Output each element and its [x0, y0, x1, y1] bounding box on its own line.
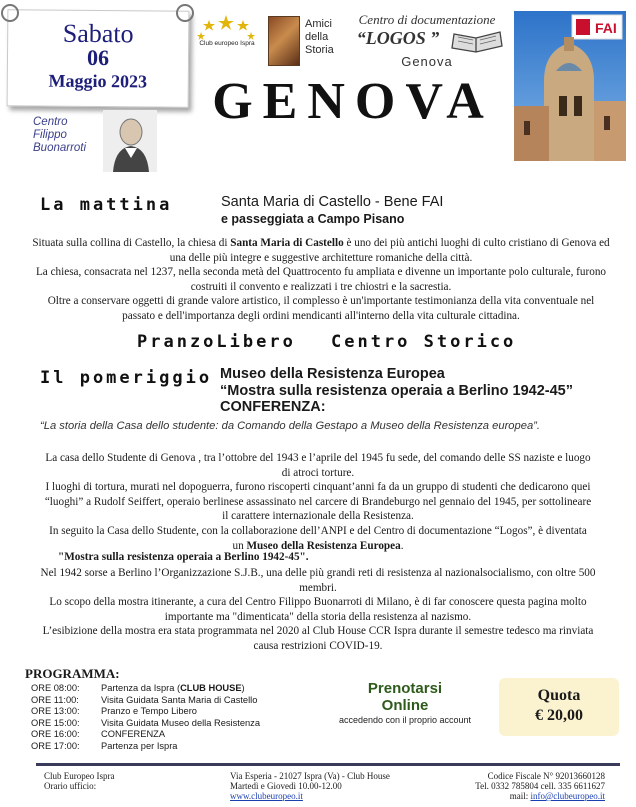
morning-title: Santa Maria di Castello - Bene FAI [221, 194, 444, 210]
afternoon-title2: “Mostra sulla resistenza operaia a Berlino 1942-45” [220, 382, 573, 399]
morning-p1a: Situata sulla collina di Castello, la chiesa di [32, 237, 231, 249]
afternoon-p2: I luoghi di tortura, murati nel dopoguerra, furono riscoperti cinquant’anni fa da un gruppo di studenti che dedicarono quei “luoghi” a Rudolf Seiffert, operaio berlinese assassinato nel carcere di Brandeburgo nel gennaio del 1945, per sottolineare il carattere internazionale della Resistenza. [44, 481, 592, 523]
page-title: GENOVA [212, 73, 494, 130]
centro-name: Centro Filippo Buonarroti [33, 116, 87, 154]
lunch-left: PranzoLibero [137, 332, 296, 352]
afternoon-p1: La casa dello Studente di Genova , tra l’ottobre del 1943 e l’aprile del 1945 fu sede, del comando delle SS naziste e luogo di atroci torture. [45, 452, 591, 479]
programma-desc [101, 706, 197, 718]
morning-p3: Oltre a conservare oggetti di grande valore artistico, il complesso è un'importante testimonianza della vita conventuale nel passato e dell'importanza degli ordini mendicanti all'interno della vita culturale cittadina. [47, 295, 595, 322]
month-year: Maggio 2023 [48, 70, 148, 92]
footer-right [440, 771, 605, 801]
prenota-line3: accedendo con il proprio account [338, 715, 472, 725]
afternoon-title3: CONFERENZA: [220, 399, 326, 415]
centro-buonarroti-logo [25, 108, 159, 172]
programma-text: Visita Guidata Museo della Resistenza [101, 717, 260, 728]
book-image [268, 16, 300, 66]
mostra-title: "Mostra sulla resistenza operaia a Berlino 1942-45". [58, 551, 309, 563]
programma-bold: CLUB HOUSE [180, 683, 242, 693]
programma-time: ORE 17:00: [31, 740, 80, 751]
programma-text: Visita Guidata Santa Maria di Castello [101, 694, 258, 705]
programma-desc [101, 683, 245, 695]
footer-website-link[interactable]: www.clubeuropeo.it [230, 791, 303, 801]
quota-value: € 20,00 [535, 707, 583, 724]
footer-phone: Tel. 0332 785804 cell. 335 6611627 [475, 781, 605, 791]
logos-logo [348, 10, 506, 73]
footer-mail-label: mail: [509, 791, 531, 801]
lunch-right: Centro Storico [331, 332, 517, 352]
church-photo [514, 11, 626, 161]
afternoon-text [44, 451, 592, 553]
footer-orario: Orario ufficio: [44, 781, 97, 791]
footer-left [44, 771, 114, 791]
programma-time: ORE 08:00: [31, 683, 80, 693]
mostra-p2: Lo scopo della mostra itinerante, a cura del Centro Filippo Buonarroti di Milano, è di far conoscere questa pagina molto importante ma "dimenticata" della storia della resistenza al nazismo. [49, 596, 587, 623]
programma-text: CONFERENZA [101, 729, 166, 739]
quota-label: Quota [537, 687, 581, 704]
footer-address: Via Esperia - 21027 Ispra (Va) - Club House [230, 771, 390, 781]
programma-row [31, 729, 331, 741]
morning-p1b: Santa Maria di Castello [230, 237, 344, 249]
programma-desc [101, 695, 257, 707]
programma-time: ORE 11:00: [31, 694, 79, 705]
programma-time: ORE 16:00: [31, 729, 80, 739]
programma-desc [101, 718, 260, 730]
conference-quote: “La storia della Casa dello studente: da Comando della Gestapo a Museo della Resistenza europea”. [40, 420, 541, 432]
programma-desc [101, 741, 177, 753]
programma-row [31, 741, 331, 753]
footer-codice: Codice Fiscale N° 92013660128 [487, 771, 605, 781]
amici-storia-logo [191, 12, 339, 70]
footer-divider [36, 763, 620, 766]
portrait-icon [103, 110, 157, 172]
programma-text: Partenza da Ispra ( [101, 683, 181, 693]
programma-row [31, 695, 331, 707]
amici-text: Amici della Storia [305, 18, 334, 56]
logos-city: Genova [401, 54, 453, 69]
prenota-box [335, 680, 475, 726]
date-note [7, 9, 190, 108]
morning-p2: La chiesa, consacrata nel 1237, nella seconda metà del Quattrocento fu ampliata e divenne un importante polo culturale, furono costruiti il convento e realizzati i tre chiostri e la sacrestia. [35, 266, 607, 293]
programma-time: ORE 13:00: [31, 706, 80, 716]
open-book-icon [450, 28, 504, 54]
fai-label: FAI [595, 20, 617, 36]
programma-row [31, 706, 331, 718]
footer-center [230, 771, 390, 801]
programma-desc [101, 729, 165, 741]
programma-text: Partenza per Ispra [101, 740, 178, 751]
programma-after: ) [241, 683, 245, 693]
day-number: 06 [86, 44, 110, 71]
morning-subtitle: e passeggiata a Campo Pisano [221, 212, 405, 226]
programma-time: ORE 15:00: [31, 717, 80, 728]
mostra-p1: Nel 1942 sorse a Berlino l’Organizzazione S.J.B., una delle più grandi reti di resistenza al nazionalsocialismo, con oltre 500 membri. [40, 567, 596, 594]
afternoon-heading: Il pomeriggio [40, 368, 213, 388]
programma-row [31, 683, 331, 695]
mostra-text [40, 566, 596, 654]
logos-name: “LOGOS ” [356, 28, 440, 48]
pin-icon [1, 4, 19, 22]
afternoon-p3a: In seguito la Casa dello Studente, con la collaborazione dell’ANPI e del Centro di documentazione “Logos”, è diventata un [49, 524, 587, 552]
afternoon-title1: Museo della Resistenza Europea [220, 366, 445, 382]
logos-title: Centro di documentazione [358, 12, 496, 27]
morning-heading: La mattina [40, 195, 173, 215]
afternoon-p3c: . [400, 539, 404, 552]
programma-text: Pranzo e Tempo Libero [101, 706, 197, 716]
afternoon-titles [220, 366, 573, 416]
footer-hours: Martedì e Giovedì 10.00-12.00 [230, 781, 342, 791]
footer-email-link[interactable]: info@clubeuropeo.it [530, 791, 605, 801]
morning-text [30, 236, 612, 324]
afternoon-p3b: Museo della Resistenza Europea [246, 539, 401, 552]
mostra-p3: L’esibizione della mostra era stata programmata nel 2020 al Club House CCR Ispra durante il semestre tedesco ma rinviata causa restrizioni COVID-19. [42, 625, 594, 652]
programma-row [31, 718, 331, 730]
quota-box [499, 678, 619, 736]
prenota-line1: Prenotarsi [367, 680, 443, 697]
day-of-week: Sabato [62, 18, 134, 49]
prenota-line2: Online [381, 697, 429, 714]
amici-small-text: Club europeo Ispra [199, 40, 255, 47]
morning-p1c: è uno dei più antichi luoghi di culto cristiano di Genova ed una delle più integre e suggestive architetture romaniche della città. [169, 237, 610, 264]
programma-heading: PROGRAMMA: [25, 666, 120, 681]
programma-list [31, 683, 331, 752]
footer-club: Club Europeo Ispra [44, 771, 115, 781]
